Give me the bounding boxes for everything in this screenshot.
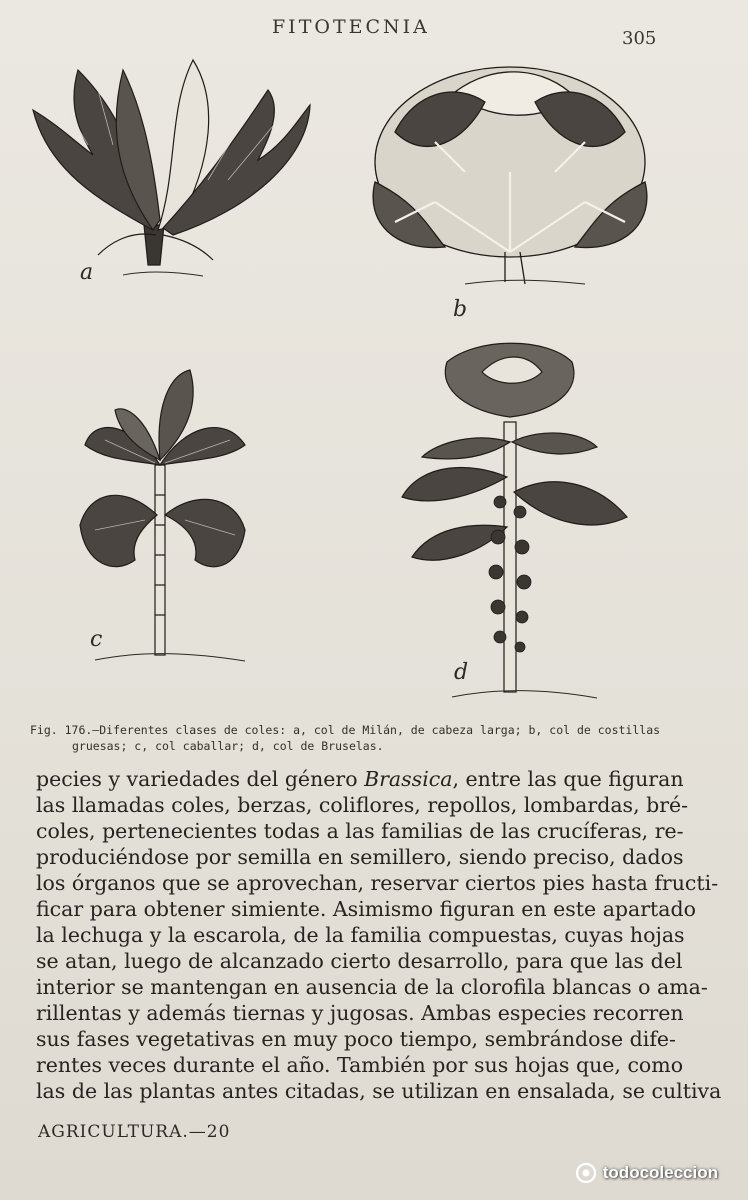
body-line: la lechuga y la escarola, de la familia compuestas, cuyas hojas [36, 923, 685, 947]
body-line: las de las plantas antes citadas, se utilizan en ensalada, se cultiva [36, 1079, 722, 1103]
watermark [575, 1160, 718, 1186]
figure-caption [30, 722, 720, 754]
tree-cabbage-icon [75, 365, 260, 675]
genus-name: Brassica [364, 767, 453, 791]
body-line: interior se mantengan en ausencia de la clorofila blancas o ama- [36, 975, 708, 999]
plant-d-illustration [392, 332, 637, 712]
plant-a-illustration [28, 50, 318, 290]
body-line: pecies y variedades del género Brassica, entre las que figuran [36, 767, 684, 791]
figure-176 [0, 40, 748, 720]
watermark-text: todocoleccion [602, 1163, 718, 1182]
plant-letter-a: a [80, 260, 94, 285]
ribbed-cabbage-icon [355, 52, 665, 297]
body-line: ficar para obtener simiente. Asimismo figuran en este apartado [36, 897, 696, 921]
plant-b-illustration [355, 52, 665, 322]
body-line: los órganos que se aprovechan, reservar ciertos pies hasta fructi- [36, 871, 719, 895]
body-text [36, 766, 720, 1104]
body-line: las llamadas coles, berzas, coliflores, repollos, lombardas, bré- [36, 793, 689, 817]
caption-line-1: Fig. 176.—Diferentes clases de coles: a, col de Milán, de cabeza larga; b, col de costillas [30, 723, 661, 737]
plant-c-illustration [75, 365, 260, 675]
body-line: sus fases vegetativas en muy poco tiempo, sembrándose dife- [36, 1027, 676, 1051]
plant-letter-d: d [454, 660, 469, 685]
signature-mark: AGRICULTURA.—20 [38, 1122, 231, 1142]
brussels-sprouts-icon [392, 332, 637, 712]
watermark-logo-icon [575, 1162, 597, 1184]
caption-line-2: gruesas; c, col caballar; d, col de Bruselas. [72, 739, 384, 753]
plant-letter-c: c [90, 627, 103, 652]
savoy-cabbage-icon [28, 50, 318, 290]
body-line: coles, pertenecientes todas a las familias de las crucíferas, re- [36, 819, 684, 843]
running-title: FITOTECNIA [272, 16, 430, 38]
body-line: rentes veces durante el año. También por sus hojas que, como [36, 1053, 684, 1077]
body-line: se atan, luego de alcanzado cierto desarrollo, para que las del [36, 949, 683, 973]
plant-letter-b: b [453, 297, 468, 322]
body-line: rillentas y además tiernas y jugosas. Ambas especies recorren [36, 1001, 684, 1025]
page-number: 305 [622, 28, 657, 49]
body-line: produciéndose por semilla en semillero, siendo preciso, dados [36, 845, 684, 869]
